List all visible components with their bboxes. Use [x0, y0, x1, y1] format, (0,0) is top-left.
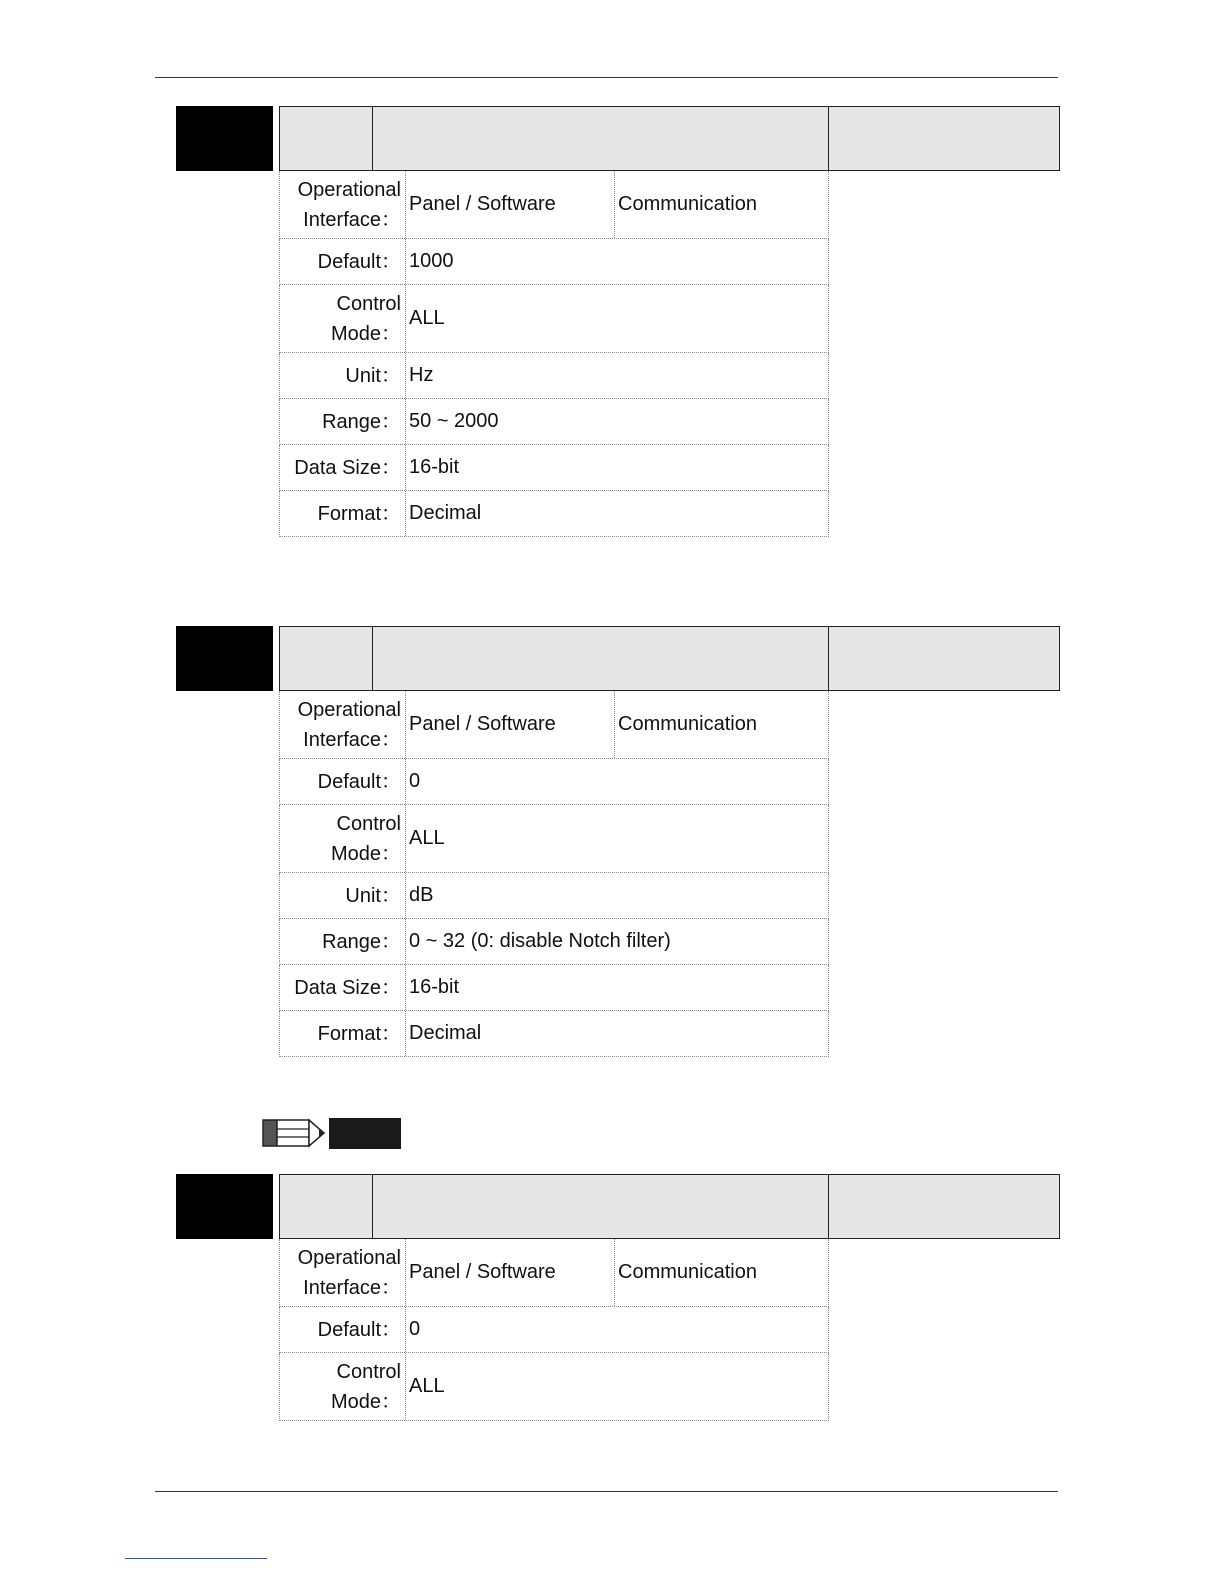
- note-tag: [329, 1118, 401, 1149]
- value-control-mode: ALL: [409, 1375, 445, 1397]
- row-control-mode: [279, 805, 829, 873]
- footer-link-underline[interactable]: [125, 1558, 267, 1559]
- header-cell-reference: [829, 1175, 1059, 1238]
- row-data-size: [279, 965, 829, 1011]
- footer-rule: [155, 1491, 1058, 1492]
- label-default: Default：: [280, 239, 406, 284]
- value-default: 0: [409, 770, 421, 792]
- header-cell-name: [373, 107, 829, 170]
- value-panel-software: Panel / Software: [406, 171, 615, 238]
- row-unit: [279, 353, 829, 399]
- row-range: [279, 919, 829, 965]
- value-data-size: 16-bit: [409, 976, 460, 998]
- value-range: 0 ~ 32 (0: disable Notch filter): [409, 930, 671, 952]
- value-communication: Communication: [618, 713, 757, 735]
- value-panel-software: Panel / Software: [406, 1239, 615, 1306]
- value-panel-software: Panel / Software: [406, 691, 615, 758]
- header-cell-address: [280, 627, 373, 690]
- parameter-header: [279, 1174, 1060, 1239]
- header-cell-name: [373, 1175, 829, 1238]
- value-data-size: 16-bit: [409, 456, 460, 478]
- parameter-table: [279, 171, 829, 537]
- pencil-icon: [262, 1117, 328, 1149]
- header-rule: [155, 77, 1058, 78]
- parameter-code-box: [176, 1174, 273, 1239]
- label-default: Default：: [280, 1307, 406, 1352]
- parameter-table: [279, 1239, 829, 1421]
- parameter-code-box: [176, 106, 273, 171]
- label-range: Range：: [280, 399, 406, 444]
- row-unit: [279, 873, 829, 919]
- value-unit: dB: [409, 884, 434, 906]
- row-format: [279, 1011, 829, 1057]
- label-operational-interface: Operational Interface：: [280, 691, 406, 758]
- row-operational-interface: [279, 691, 829, 759]
- row-format: [279, 491, 829, 537]
- row-range: [279, 399, 829, 445]
- header-cell-address: [280, 107, 373, 170]
- parameter-header: [279, 106, 1060, 171]
- value-default: 1000: [409, 250, 454, 272]
- label-data-size: Data Size：: [280, 445, 406, 490]
- row-control-mode: [279, 285, 829, 353]
- row-control-mode: [279, 1353, 829, 1421]
- value-default: 0: [409, 1318, 421, 1340]
- value-communication: Communication: [618, 193, 757, 215]
- header-cell-name: [373, 627, 829, 690]
- label-default: Default：: [280, 759, 406, 804]
- value-format: Decimal: [409, 1022, 482, 1044]
- value-control-mode: ALL: [409, 307, 445, 329]
- value-unit: Hz: [409, 364, 434, 386]
- value-communication: Communication: [618, 1261, 757, 1283]
- header-cell-address: [280, 1175, 373, 1238]
- row-default: [279, 759, 829, 805]
- value-format: Decimal: [409, 502, 482, 524]
- row-data-size: [279, 445, 829, 491]
- label-control-mode: Control Mode：: [280, 805, 406, 872]
- parameter-header: [279, 626, 1060, 691]
- label-operational-interface: Operational Interface：: [280, 1239, 406, 1306]
- parameter-table: [279, 691, 829, 1057]
- label-range: Range：: [280, 919, 406, 964]
- label-control-mode: Control Mode：: [280, 285, 406, 352]
- value-range: 50 ~ 2000: [409, 410, 499, 432]
- label-operational-interface: Operational Interface：: [280, 171, 406, 238]
- row-default: [279, 1307, 829, 1353]
- label-data-size: Data Size：: [280, 965, 406, 1010]
- row-operational-interface: [279, 171, 829, 239]
- row-operational-interface: [279, 1239, 829, 1307]
- label-unit: Unit：: [280, 353, 406, 398]
- header-cell-reference: [829, 107, 1059, 170]
- label-format: Format：: [280, 1011, 406, 1056]
- header-cell-reference: [829, 627, 1059, 690]
- label-unit: Unit：: [280, 873, 406, 918]
- row-default: [279, 239, 829, 285]
- parameter-code-box: [176, 626, 273, 691]
- label-format: Format：: [280, 491, 406, 536]
- value-control-mode: ALL: [409, 827, 445, 849]
- label-control-mode: Control Mode：: [280, 1353, 406, 1420]
